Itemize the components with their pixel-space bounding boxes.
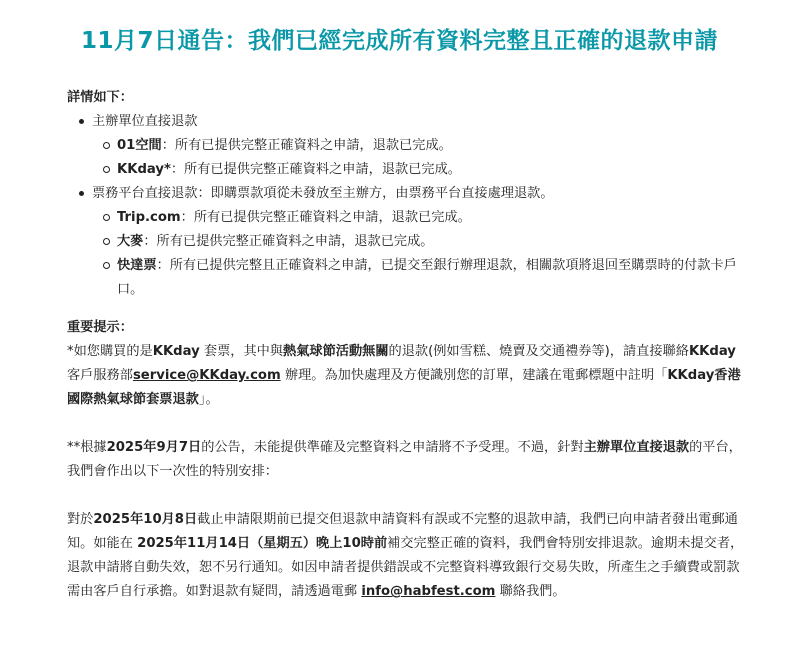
- note-bold: 熱氣球節活動無關: [283, 344, 389, 359]
- list-item-label: 主辦單位直接退款: [92, 114, 198, 129]
- platform-status: ：所有已提供完整正確資料之申請，退款已完成。: [170, 162, 461, 177]
- note-bold: 2025年11月14日（星期五）晚上10時前: [137, 536, 388, 551]
- platform-status: ：所有已提供完整且正確資料之申請，已提交至銀行辦理退款，相關款項將退回至購票時的付款卡戶口。: [117, 258, 737, 297]
- page-title: 11月7日通告：我們已經完成所有資料完整且正確的退款申請: [80, 28, 718, 54]
- note-text: **根據: [67, 440, 107, 455]
- note-text: 辦理。為加快處理及方便識別您的訂單，建議在電郵標題中註明「: [280, 368, 668, 383]
- platform-name: 大麥: [117, 234, 144, 249]
- kkday-note: [67, 340, 747, 412]
- list-item: [117, 134, 747, 158]
- note-text: 的公告，未能提供準確及完整資料之申請將不予受理。不過，針對: [201, 440, 584, 455]
- note-text: 客戶服務部: [67, 368, 133, 383]
- note-text: 補交完整正確的資料，我們會特別安排退款。逾期未提交者，退款申請將自動失效，恕不另行通知。如因申請者提供錯誤或不完整資料導致銀行交易失敗，所產生之手續費或罰款需由客戶自行承擔。如對退款有疑問，請透過電郵: [67, 536, 744, 599]
- platform-status: ：所有已提供完整正確資料之申請，退款已完成。: [161, 138, 452, 153]
- platform-name: KKday*: [117, 162, 171, 177]
- list-item-label: 票務平台直接退款：即購票款項從未發放至主辦方，由票務平台直接處理退款。: [92, 186, 554, 201]
- note-text: 的平台，我們會作出以下一次性的特別安排：: [67, 440, 742, 479]
- list-item: [117, 158, 747, 182]
- platform-status: ：所有已提供完整正確資料之申請，退款已完成。: [180, 210, 471, 225]
- note-text: 對於: [67, 512, 94, 527]
- platform-name: Trip.com: [117, 210, 181, 225]
- note-text: 」。: [198, 392, 219, 407]
- note-text: 截止申請限期前已提交但退款申請資料有誤或不完整的退款申請，我們已向申請者發出電郵通知。如能在: [67, 512, 738, 551]
- note-bold: KKday香港國際熱氣球節套票退款: [67, 368, 741, 407]
- platform-name: 快達票: [117, 258, 157, 273]
- platform-status: ：所有已提供完整正確資料之申請，退款已完成。: [143, 234, 434, 249]
- kkday-email-link[interactable]: service@KKday.com: [132, 368, 281, 383]
- list-item: [92, 182, 747, 302]
- special-arrangement-note: [67, 508, 747, 604]
- note-text: 的退款(例如雪糕、燒賣及交通禮券等)，請直接聯絡: [388, 344, 689, 359]
- note-text: 套票，其中與: [199, 344, 284, 359]
- note-bold: KKday: [688, 344, 736, 359]
- note-text: *如您購買的是: [67, 344, 153, 359]
- details-heading: 詳情如下：: [67, 90, 133, 105]
- note-bold: 2025年10月8日: [93, 512, 198, 527]
- list-item: [117, 230, 747, 254]
- note-bold: 2025年9月7日: [106, 440, 202, 455]
- habfest-email-link[interactable]: info@habfest.com: [361, 584, 496, 599]
- list-item: [117, 206, 747, 230]
- note-bold: KKday: [152, 344, 200, 359]
- policy-note: [67, 436, 747, 484]
- platform-name: 01空間: [117, 138, 162, 153]
- note-text: 聯絡我們。: [495, 584, 566, 599]
- sub-list: [92, 134, 747, 182]
- important-heading: 重要提示：: [67, 320, 133, 335]
- list-item: [92, 110, 747, 182]
- announcement-body: [67, 86, 747, 604]
- sub-list: [92, 206, 747, 302]
- note-bold: 主辦單位直接退款: [583, 440, 690, 455]
- list-item: [117, 254, 747, 302]
- refund-channel-list: [67, 110, 747, 302]
